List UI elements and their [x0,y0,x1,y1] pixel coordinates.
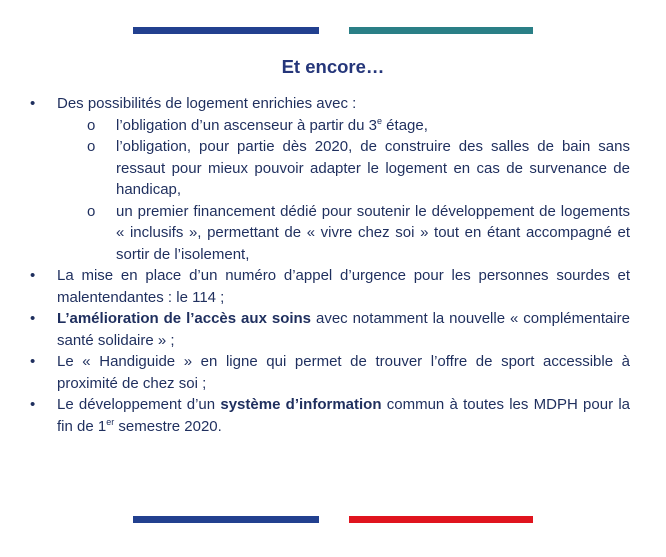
sub-item-text: étage, [382,116,428,134]
item-text: La mise en place d’un numéro d’appel d’urgence pour les personnes sourdes et malentendantes : le 114 ; [57,267,630,306]
sub-list-item [87,115,630,137]
item-text: commun à toutes les MDPH pour la fin de 1 [57,396,630,435]
circle-bullet-icon: o [87,116,96,134]
superscript: er [106,416,115,427]
sub-list-item [87,136,630,201]
bullet-icon: • [30,95,36,112]
item-text: semestre 2020. [114,417,222,435]
top-teal-bar [349,27,533,34]
top-navy-bar [133,27,319,34]
sub-item-text: l’obligation, pour partie dès 2020, de construire des salles de bain sans ressaut pour mieux pouvoir adapter le logement en cas de survenance de handicap, [116,138,630,198]
bullet-icon: • [30,353,36,370]
list-item [30,93,630,265]
item-text: avec notamment la nouvelle « complémentaire santé solidaire » ; [57,310,630,349]
item-text: Le « Handiguide » en ligne qui permet de trouver l’offre de sport accessible à proximité de chez soi ; [57,353,630,392]
bullet-icon: • [30,267,36,284]
bullet-icon: • [30,310,36,327]
circle-bullet-icon: o [87,202,96,220]
list-item [30,351,630,394]
content-list [30,93,630,437]
superscript: e [377,115,383,126]
item-bold-text: L’amélioration de l’accès aux soins [57,310,312,327]
sub-item-text: un premier financement dédié pour soutenir le développement de logements « inclusifs », permettant de « vivre chez soi » tout en étant accompagné et sortir de l’isolement, [116,202,630,263]
circle-bullet-icon: o [87,138,96,155]
item-text: Des possibilités de logement enrichies avec : [57,95,357,112]
page-title: Et encore… [281,56,385,77]
item-bold-text: système d’information [220,396,382,413]
list-item [30,308,630,351]
bottom-red-bar [349,516,533,523]
bullet-icon: • [30,396,36,413]
item-text: Le développement d’un [57,396,221,413]
list-item [30,265,630,308]
list-item [30,394,630,437]
sub-item-text: l’obligation d’un ascenseur à partir du 3 [116,116,377,134]
bottom-navy-bar [133,516,319,523]
sub-list-item [87,201,630,266]
